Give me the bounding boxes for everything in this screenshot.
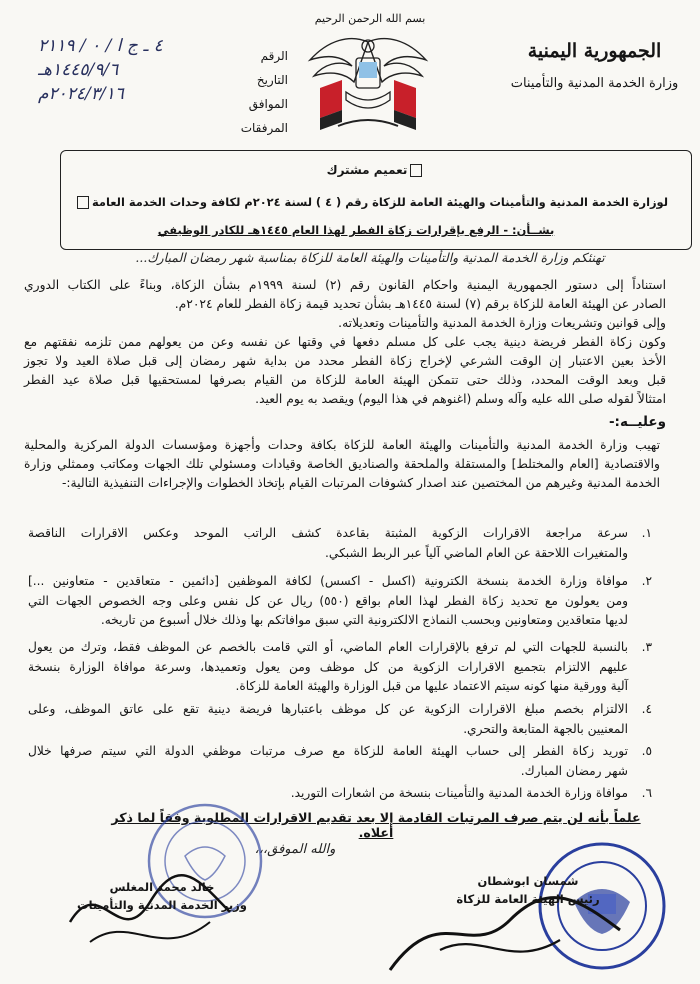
ministry-header <box>507 40 682 91</box>
directive-line: الخدمة المدنية وغيرهم من المختصين عند اصدار كشوفات المرتبات القيام بإتخاذ الخطوات والإجراءات التنفيذية التالية:- <box>61 476 660 490</box>
circular-heading: تعميم مشترك <box>326 163 408 177</box>
circular-subject-line: لوزارة الخدمة المدنية والتأمينات والهيئة العامة للزكاة رقم ( ٤ ) لسنة ٢٠٢٤م لكافة وحدات الخدمة العامة <box>92 195 668 209</box>
greeting-line: تهنئكم وزارة الخدمة المدنية والتأمينات والهيئة العامة للزكاة بمناسبة شهر رمضان المبارك... <box>135 250 605 265</box>
item-number: ٤. <box>641 702 652 716</box>
intro-line: وكون زكاة الفطر فريضة دينية يجب على كل مسلم دفعها في وقتها عن نفسه وعن من يعولهم ممن تلزمه نفقتهم مع <box>24 335 666 349</box>
item-number: ٦. <box>641 786 652 800</box>
intro-line: استناداً إلى دستور الجمهورية اليمنية واحكام القانون رقم (٢) لسنة ١٩٩٩م بشأن الزكاة، وبناءً على الكتاب الدوري <box>24 278 666 292</box>
gregorian-date-value: ٢٠٢٤/٣/١٦م <box>38 84 124 104</box>
item-number: ٢. <box>641 574 652 588</box>
intro-line: امتثالاً لقوله صلى الله عليه وآله وسلم (اغنوهم في هذا اليوم) ويقصد به يوم العيد. <box>255 392 666 406</box>
signatory-name: خالد محمد المغلس <box>109 880 215 894</box>
intro-line: وإلى قوانين وتشريعات وزارة الخدمة المدنية والتأمينات وتعديلاته. <box>338 316 666 330</box>
directive-paragraph <box>24 436 660 493</box>
signatory-title: وزير الخدمة المدنية والتأمينات <box>77 898 247 912</box>
list-item: ٥. توريد زكاة الفطر إلى حساب الهيئة العامة للزكاة مع صرف مرتبات موظفي الدولة التي سيتم صرفها خلال شهر رمضان المبارك. <box>28 744 652 778</box>
checkbox-mark-2 <box>77 196 89 209</box>
reference-meta <box>198 44 288 140</box>
yemen-eagle-emblem <box>298 30 438 135</box>
circular-regarding: بشــأن: - الرفع بإقرارات زكاة الفطر لهذا العام ١٤٤٥هـ للكادر الوظيفي <box>157 223 555 237</box>
item-number: ١. <box>641 526 652 540</box>
regards-line: والله الموفق،،، <box>254 842 336 857</box>
list-item: ٣. بالنسبة للجهات التي لم ترفع بالإقرارات العام الماضي، أو التي قامت بالخصم عن الموظف فقط، وترك من يعول عليهم الالتزام بتجميع الاقرارات الزكوية من كل موظف ومن يعول وتعميدها، وسرعة موافاة الوزارة بنسخة آلية وورقية منها كونه سيتم الاعتماد عليها من قبل الوزارة والهيئة العامة للزكاة. <box>28 640 652 694</box>
list-item: ٢. موافاة وزارة الخدمة بنسخة الكترونية (اكسل - اكسس) لكافة الموظفين [دائمين - متعاقدين - متعاونين ...] ومن يعولون مع تحديد زكاة الفطر لهذا العام بواقع (٥٥٠) ريال عن كل نفس وعلى وجه الخصوص الجهات التي لديها متعاقدين ومتعاونين وبحسب النماذج الالكترونية التي سبق موافاتكم بها وذلك خلال أسبوع من تاريخه. <box>28 574 652 628</box>
list-item: ٤. الالتزام بخصم مبلغ الاقرارات الزكوية عن كل موظف باعتبارها فريضة دينية تقع على عاتق الموظف، وعلى المعنيين بالجهة المتابعة والتحري. <box>28 702 652 736</box>
meta-label-attachments: المرفقات <box>240 121 288 135</box>
directive-line: والاقتصادية [العام والمختلط] والمستقلة والملحقة والصناديق الخاصة وقيادات ومسئولي تلك الجهات ومكاتب وممثلي وزارة <box>24 457 660 471</box>
intro-paragraph <box>24 276 666 409</box>
signatory-title: رئيس الهيئة العامة للزكاة <box>456 892 600 906</box>
signature-block-left <box>62 878 262 914</box>
directive-line: تهيب وزارة الخدمة المدنية والتأمينات والهيئة العامة للزكاة بكافة وحدات وأجهزة ومؤسسات الدولة المركزية والمحلية <box>24 438 660 452</box>
hijri-date-value: ١٤٤٥/٩/٦هـ <box>38 60 119 80</box>
item-number: ٥. <box>641 744 652 758</box>
closing-note: علماً بأنه لن يتم صرف المرتبات القادمة إلا بعد تقديم الاقرارات المطلوبة وفقاً لما ذكر أعلاه. <box>111 810 641 840</box>
item-number: ٣. <box>641 640 652 654</box>
checkbox-mark <box>410 164 422 177</box>
basmala: بسم الله الرحمن الرحيم <box>314 12 426 25</box>
meta-label-number: الرقم <box>260 49 288 63</box>
list-item: ١. سرعة مراجعة الاقرارات الزكوية المثبتة بقاعدة كشف الراتب الموحد وعكس الاقرارات الناقصة والمتغيرات اللاحقة عن العام الماضي آلياً عبر الربط الشبكي. <box>28 526 652 560</box>
signatory-name: شمسان ابوشطان <box>477 874 579 888</box>
ministry-name: وزارة الخدمة المدنية والتأمينات <box>510 76 679 91</box>
intro-line: الأخذ بعين الاعتبار إن الوقت الشرعي لإخراج زكاة الفطر محدد من بداية شهر رمضان إلى قبل صلاة العيد ولا تجوز <box>24 354 666 368</box>
ref-number-value: ٤ ـ ج ا / ٠ / ٢١١٩ <box>38 36 163 56</box>
circular-title-box <box>60 150 692 250</box>
meta-label-corresponding: الموافق <box>248 97 288 111</box>
list-item: ٦. موافاة وزارة الخدمة المدنية والتأمينات بنسخة من اشعارات التوريد. <box>28 784 628 804</box>
intro-line: الصادر عن الهيئة العامة للزكاة برقم (٧) لسنة ١٤٤٥هـ بشأن تحديد قيمة زكاة الفطر للعام ٢٠٢٤م. <box>174 297 666 311</box>
meta-label-date: التاريخ <box>256 73 288 87</box>
therefore-heading: وعليــه:- <box>608 414 666 430</box>
signature-block-right <box>428 872 628 908</box>
intro-line: قبل وبعد الوقت المحدد، وذلك حتى تتمكن الهيئة العامة للزكاة من القيام بصرفها لمستحقيها قبل صلاة عيد الفطر <box>24 373 666 387</box>
republic-name: الجمهورية اليمنية <box>527 40 662 62</box>
handwritten-meta-values <box>38 34 198 106</box>
